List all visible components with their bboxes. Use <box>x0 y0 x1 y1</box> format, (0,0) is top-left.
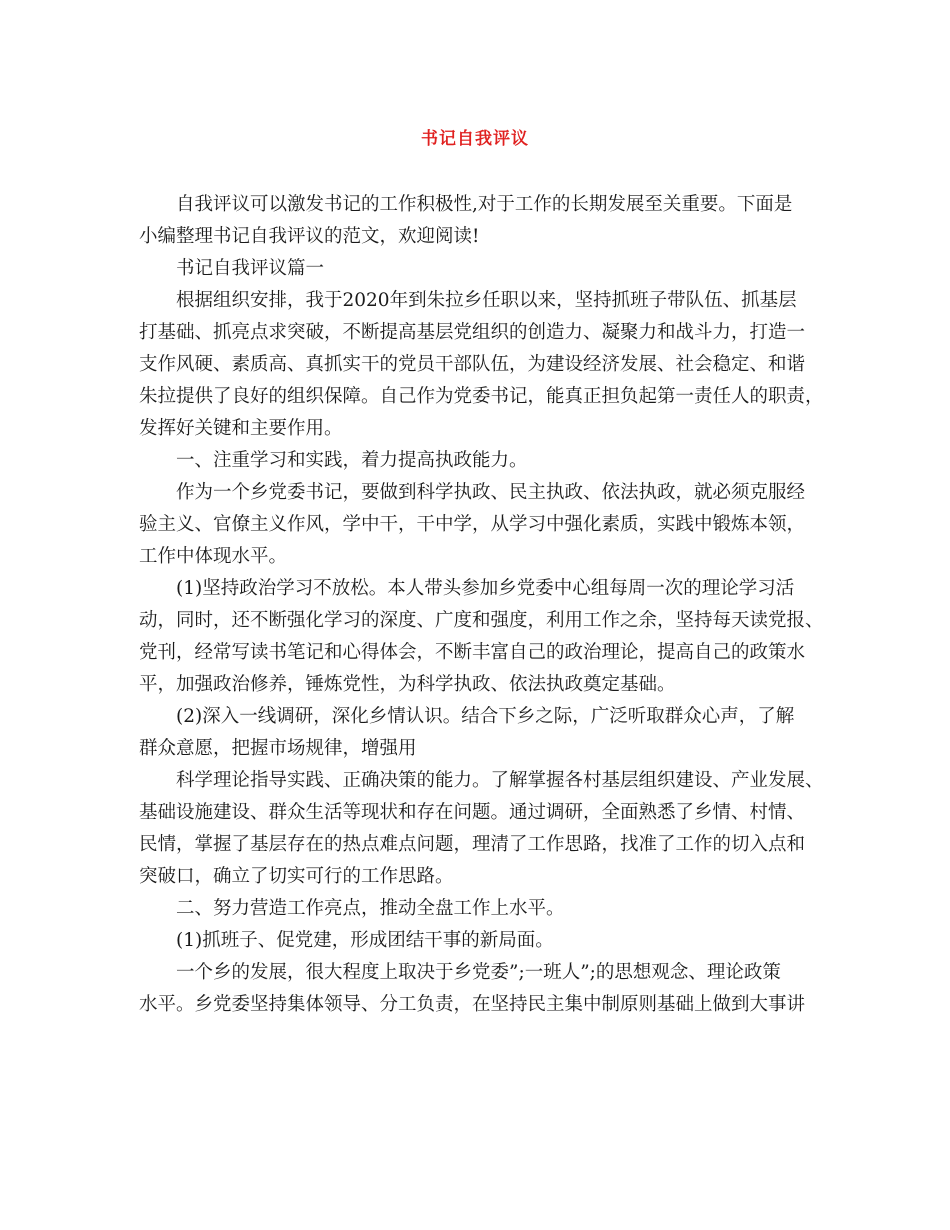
paragraph <box>139 285 823 445</box>
document-title: 书记自我评议 <box>421 129 529 149</box>
paragraph-line: 民情，掌握了基层存在的热点难点问题，理清了工作思路，找准了工作的切入点和 <box>139 834 806 855</box>
paragraph-line: 发挥好关键和主要作用。 <box>139 418 343 439</box>
paragraph <box>139 189 823 253</box>
paragraph-line: 书记自我评议篇一 <box>176 258 325 279</box>
paragraph <box>139 573 823 701</box>
paragraph-line: 科学理论指导实践、正确决策的能力。了解掌握各村基层组织建设、产业发展、 <box>176 770 824 791</box>
paragraph-line: (1)坚持政治学习不放松。本人带头参加乡党委中心组每周一次的理论学习活 <box>176 578 795 599</box>
paragraph-line: 党刊，经常写读书笔记和心得体会，不断丰富自己的政治理论，提高自己的政策水 <box>139 642 806 663</box>
paragraph-line: 工作中体现水平。 <box>139 546 288 567</box>
paragraph <box>139 925 823 957</box>
paragraph-line: 一个乡的发展，很大程度上取决于乡党委”;一班人”;的思想观念、理论政策 <box>176 962 781 983</box>
paragraph <box>139 765 823 893</box>
paragraph-line: 基础设施建设、群众生活等现状和存在问题。通过调研，全面熟悉了乡情、村情、 <box>139 802 806 823</box>
paragraph-line: 群众意愿，把握市场规律，增强用 <box>139 738 417 759</box>
paragraph-line: 一、注重学习和实践，着力提高执政能力。 <box>176 450 528 471</box>
paragraph-line: 根据组织安排，我于2020年到朱拉乡任职以来，坚持抓班子带队伍、抓基层 <box>176 290 797 311</box>
paragraph <box>139 477 823 573</box>
paragraph-line: 平，加强政治修养，锤炼党性，为科学执政、依法执政奠定基础。 <box>139 674 676 695</box>
paragraph-line: 二、努力营造工作亮点，推动全盘工作上水平。 <box>176 898 565 919</box>
paragraph-line: (2)深入一线调研，深化乡情认识。结合下乡之际，广泛听取群众心声，了解 <box>176 706 795 727</box>
paragraph <box>139 957 823 1021</box>
paragraph-line: 作为一个乡党委书记，要做到科学执政、民主执政、依法执政，就必须克服经 <box>176 482 806 503</box>
paragraph <box>139 893 823 925</box>
paragraph <box>139 253 823 285</box>
paragraph-line: 小编整理书记自我评议的范文，欢迎阅读! <box>139 226 480 247</box>
paragraph-line: 自我评议可以激发书记的工作积极性,对于工作的长期发展至关重要。下面是 <box>176 194 793 215</box>
paragraph-line: 验主义、官僚主义作风，学中干，干中学，从学习中强化素质，实践中锻炼本领， <box>139 514 806 535</box>
paragraph-line: 朱拉提供了良好的组织保障。自己作为党委书记，能真正担负起第一责任人的职责， <box>139 386 824 407</box>
paragraph-line: 支作风硬、素质高、真抓实干的党员干部队伍，为建设经济发展、社会稳定、和谐 <box>139 354 806 375</box>
paragraph-line: 打基础、抓亮点求突破，不断提高基层党组织的创造力、凝聚力和战斗力，打造一 <box>139 322 806 343</box>
paragraph-line: 突破口，确立了切实可行的工作思路。 <box>139 866 454 887</box>
paragraph-line: 动，同时，还不断强化学习的深度、广度和强度，利用工作之余，坚持每天读党报、 <box>139 610 824 631</box>
paragraph-line: (1)抓班子、促党建，形成团结干事的新局面。 <box>176 930 554 951</box>
paragraph <box>139 701 823 765</box>
document-body <box>139 189 823 1021</box>
paragraph <box>139 445 823 477</box>
paragraph-line: 水平。乡党委坚持集体领导、分工负责，在坚持民主集中制原则基础上做到大事讲 <box>139 994 806 1015</box>
